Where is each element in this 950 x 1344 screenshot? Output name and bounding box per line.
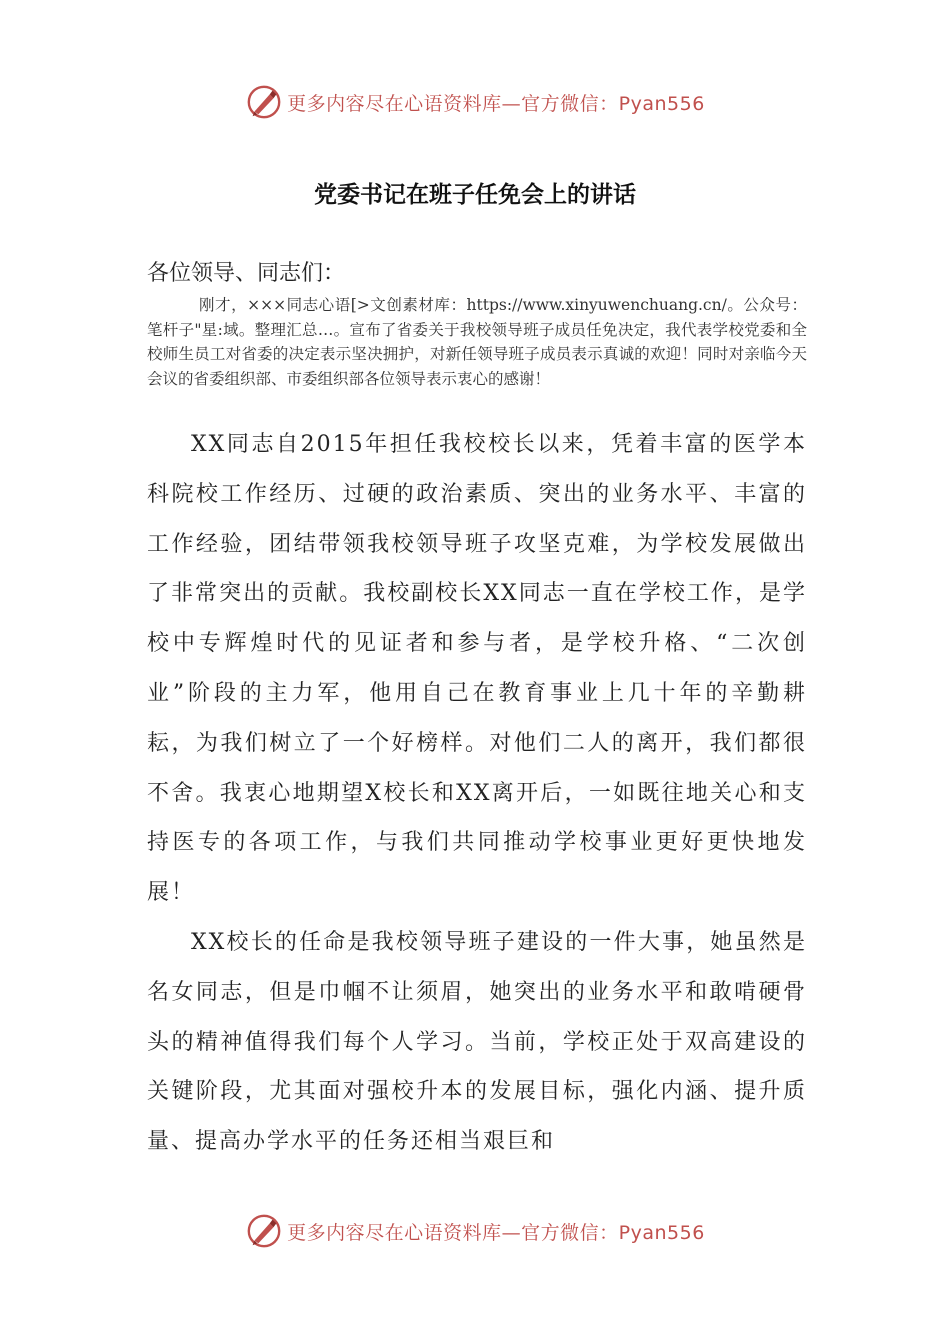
salutation: 各位领导、同志们： — [147, 261, 346, 286]
body-paragraph-1: XX同志自2015年担任我校校长以来，凭着丰富的医学本科院校工作经历、过硬的政治素质、突出的业务水平、丰富的工作经验，团结带领我校领导班子攻坚克难，为学校发展做出了非常突出的贡献。我校副校长XX同志一直在学校工作，是学校中专辉煌时代的见证者和参与者，是学校升格、“二次创业”阶段的主力军，他用自己在教育事业上几十年的辛勤耕耘，为我们树立了一个好榜样。对他们二人的离开，我们都很不舍。我衷心地期望X校长和XX离开后，一如既往地关心和支持医专的各项工作，与我们共同推动学校事业更好更快地发展！ — [147, 432, 807, 906]
watermark-contact: Pyan556 — [618, 92, 705, 115]
body-paragraph-2: XX校长的任命是我校领导班子建设的一件大事，她虽然是名女同志，但是巾帼不让须眉，她突出的业务水平和敢啃硬骨头的精神值得我们每个人学习。当前，学校正处于双高建设的关键阶段，尤其面对强校升本的发展目标，强化内涵、提升质量、提高办学水平的任务还相当艰巨和 — [147, 930, 807, 1155]
pen-logo-icon — [245, 1212, 283, 1250]
document-title: 党委书记在班子任免会上的讲话 — [314, 182, 636, 208]
intro-paragraph: 刚才，×××同志心语[>文创素材库：https://www.xinyuwenchuang.cn/。公众号：笔杆子"星:域。整理汇总…。宣布了省委关于我校领导班子成员任免决定，我代表学校党委和全校师生员工对省委的决定表示坚决拥护，对新任领导班子成员表示真诚的欢迎！同时对亲临今天会议的省委组织部、市委组织部各位领导表示衷心的感谢！ — [147, 296, 807, 388]
watermark-contact: Pyan556 — [618, 1221, 705, 1244]
pen-logo-icon — [245, 83, 283, 121]
watermark-text: 更多内容尽在心语资料库—官方微信：Pyan556 — [287, 92, 705, 115]
header-watermark — [0, 82, 950, 122]
watermark-text: 更多内容尽在心语资料库—官方微信：Pyan556 — [287, 1221, 705, 1244]
footer-watermark — [0, 1211, 950, 1251]
